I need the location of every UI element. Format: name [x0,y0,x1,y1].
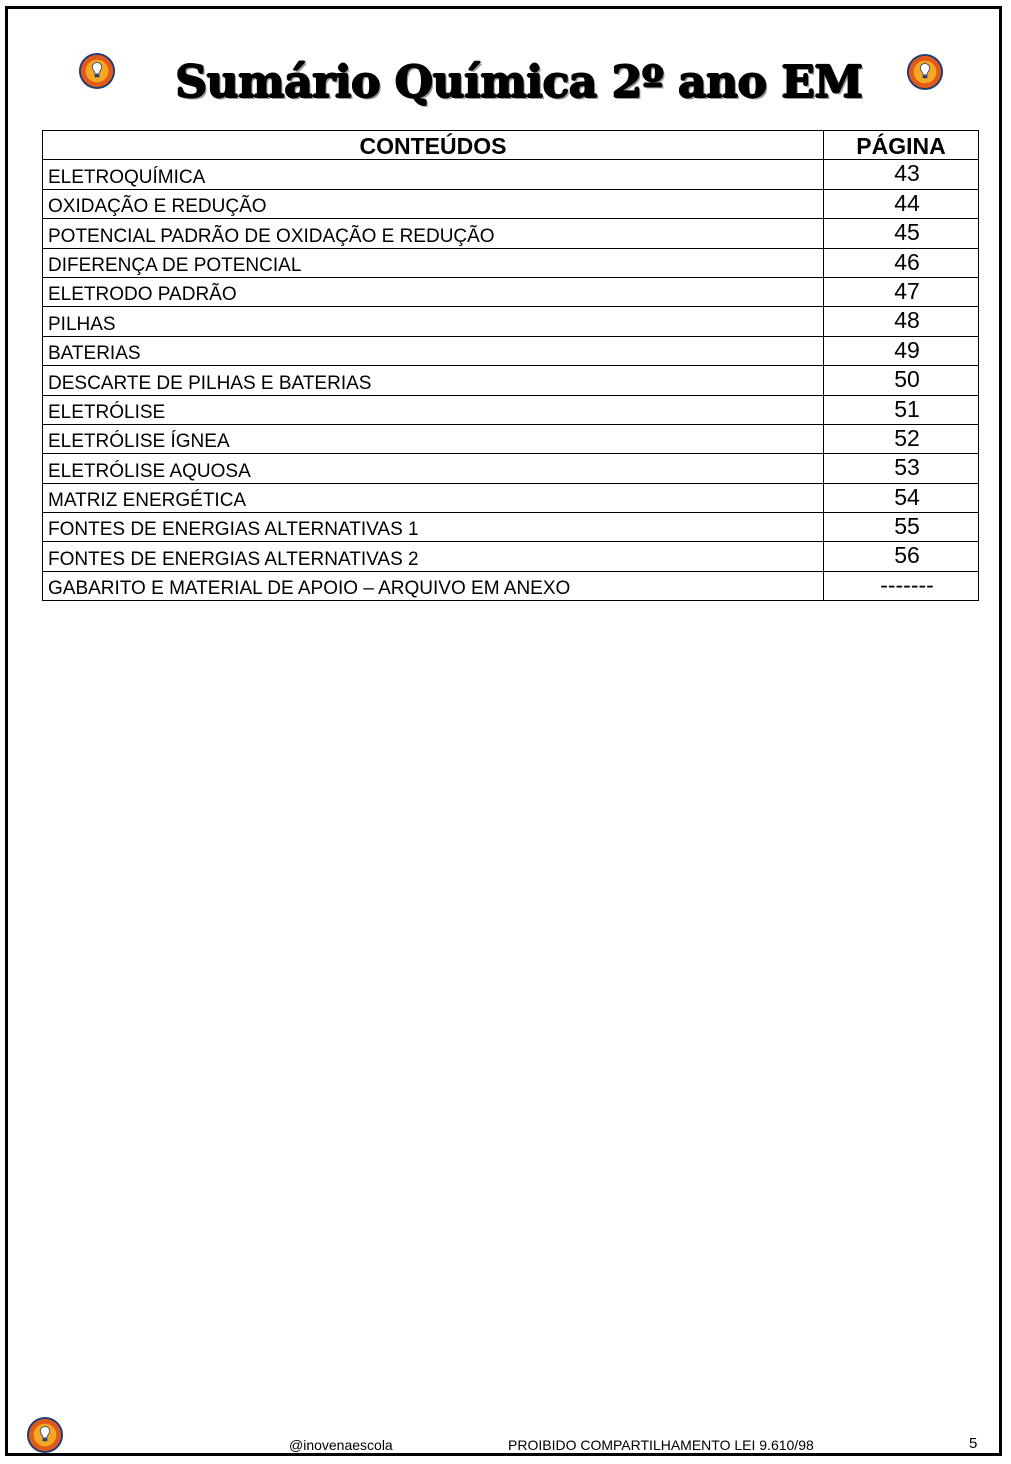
topic-cell: GABARITO E MATERIAL DE APOIO – ARQUIVO EM ANEXO [43,571,824,600]
page-title: Sumário Química 2º ano EM [175,57,863,108]
footer-legal-notice: PROIBIDO COMPARTILHAMENTO LEI 9.610/98 [508,1437,814,1453]
topic-cell: ELETROQUÍMICA [43,160,824,189]
topic-cell: PILHAS [43,307,824,336]
topic-cell: OXIDAÇÃO E REDUÇÃO [43,189,824,218]
page-number: 5 [969,1435,978,1452]
page-cell: 54 [824,483,979,512]
topic-cell: FONTES DE ENERGIAS ALTERNATIVAS 2 [43,542,824,571]
topic-cell: FONTES DE ENERGIAS ALTERNATIVAS 1 [43,513,824,542]
lightbulb-logo-icon [26,1416,64,1454]
page-cell: 43 [824,160,979,189]
table-row [43,248,979,277]
table-row [43,395,979,424]
page-cell: 55 [824,513,979,542]
page-cell: 46 [824,248,979,277]
table-row [43,424,979,453]
page-cell: ------- [824,571,979,600]
contents-table [42,130,979,601]
table-row [43,160,979,189]
table-row [43,454,979,483]
page-cell: 45 [824,219,979,248]
page-cell: 44 [824,189,979,218]
page-cell: 47 [824,277,979,306]
table-row [43,189,979,218]
footer-handle: @inovenaescola [289,1437,393,1453]
topic-cell: ELETRÓLISE [43,395,824,424]
table-row [43,571,979,600]
column-header-topic: CONTEÚDOS [43,131,824,160]
page-cell: 56 [824,542,979,571]
topic-cell: MATRIZ ENERGÉTICA [43,483,824,512]
table-row [43,277,979,306]
page-cell: 52 [824,424,979,453]
table-row [43,336,979,365]
page-cell: 51 [824,395,979,424]
table-row [43,307,979,336]
topic-cell: BATERIAS [43,336,824,365]
logo-svg [26,1416,64,1454]
table-header-row [43,131,979,160]
topic-cell: ELETRÓLISE AQUOSA [43,454,824,483]
page-cell: 53 [824,454,979,483]
page-cell: 49 [824,336,979,365]
table-row [43,513,979,542]
topic-cell: POTENCIAL PADRÃO DE OXIDAÇÃO E REDUÇÃO [43,219,824,248]
topic-cell: ELETRÓLISE ÍGNEA [43,424,824,453]
table-row [43,366,979,395]
page-cell: 48 [824,307,979,336]
topic-cell: DIFERENÇA DE POTENCIAL [43,248,824,277]
table-row [43,219,979,248]
table-row [43,483,979,512]
table-row [43,542,979,571]
column-header-page: PÁGINA [824,131,979,160]
page-cell: 50 [824,366,979,395]
topic-cell: DESCARTE DE PILHAS E BATERIAS [43,366,824,395]
topic-cell: ELETRODO PADRÃO [43,277,824,306]
